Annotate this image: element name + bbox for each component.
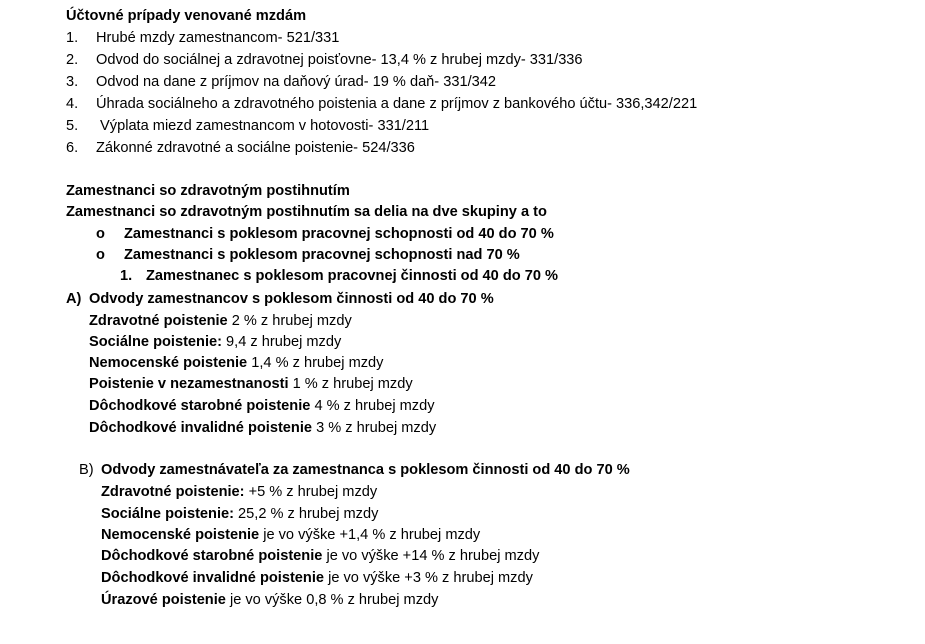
- item-label: Dôchodkové starobné poistenie: [101, 548, 323, 564]
- list-item: [66, 116, 429, 136]
- list-item: [101, 568, 533, 588]
- item-value: 1 % z hrubej mzdy: [288, 376, 413, 392]
- section2-subtitle: Zamestnanci so zdravotným postihnutím sa delia na dve skupiny a to: [66, 204, 547, 220]
- item-label: Dôchodkové invalidné poistenie: [101, 570, 325, 586]
- list-number: 2.: [66, 52, 79, 68]
- item-value: 9,4 z hrubej mzdy: [222, 334, 342, 350]
- item-label: Zdravotné poistenie:: [101, 484, 245, 500]
- list-number: 6.: [66, 140, 79, 156]
- item-label: Dôchodkové invalidné poistenie: [89, 420, 313, 436]
- item-value: 1,4 % z hrubej mzdy: [247, 355, 384, 371]
- sectionA-heading: [66, 289, 494, 309]
- list-text: Odvod do sociálnej a zdravotnej poisťovne- 13,4 % z hrubej mzdy- 331/336: [96, 52, 583, 68]
- sectionB-title: Odvody zamestnávateľa za zamestnanca s poklesom činnosti od 40 do 70 %: [101, 462, 630, 478]
- list-item: [89, 418, 436, 438]
- bullet-marker: o: [96, 226, 105, 242]
- list-number: 5.: [66, 118, 79, 134]
- item-value: +5 % z hrubej mzdy: [244, 484, 378, 500]
- list-item: [66, 94, 697, 114]
- item-label: Nemocenské poistenie: [101, 527, 260, 543]
- item-label: Dôchodkové starobné poistenie: [89, 398, 311, 414]
- item-value: je vo výške 0,8 % z hrubej mzdy: [225, 592, 439, 608]
- item-label: Sociálne poistenie:: [101, 506, 234, 522]
- list-text: Zamestnanec s poklesom pracovnej činnosti od 40 do 70 %: [146, 268, 558, 284]
- list-item: [89, 396, 435, 416]
- list-item: [66, 72, 496, 92]
- list-number: 1.: [120, 268, 133, 284]
- sectionA-title: Odvody zamestnancov s poklesom činnosti od 40 do 70 %: [89, 291, 494, 307]
- list-item: [101, 525, 480, 545]
- sectionA-marker: A): [66, 291, 82, 307]
- item-label: Nemocenské poistenie: [89, 355, 248, 371]
- list-item: [101, 546, 539, 566]
- bullet-marker: o: [96, 247, 105, 263]
- numbered-item: [120, 266, 558, 286]
- list-item: [101, 590, 438, 610]
- list-text: Výplata miezd zamestnancom v hotovosti- 331/211: [96, 118, 430, 134]
- bullet-item: [96, 224, 554, 244]
- item-value: 4 % z hrubej mzdy: [310, 398, 435, 414]
- list-number: 3.: [66, 74, 79, 90]
- item-value: je vo výške +1,4 % z hrubej mzdy: [259, 527, 481, 543]
- list-item: [66, 138, 415, 158]
- list-item: [89, 353, 383, 373]
- list-item: [101, 482, 377, 502]
- list-text: Hrubé mzdy zamestnancom- 521/331: [96, 30, 340, 46]
- item-value: je vo výške +3 % z hrubej mzdy: [324, 570, 533, 586]
- item-label: Sociálne poistenie:: [89, 334, 222, 350]
- sectionB-heading: [79, 460, 630, 480]
- sectionB-marker: B): [79, 462, 94, 478]
- section1-title: Účtovné prípady venované mzdám: [66, 8, 307, 24]
- list-number: 1.: [66, 30, 79, 46]
- item-label: Úrazové poistenie: [101, 592, 226, 608]
- list-item: [101, 504, 378, 524]
- list-text: Odvod na dane z príjmov na daňový úrad- 19 % daň- 331/342: [96, 74, 496, 90]
- list-text: Úhrada sociálneho a zdravotného poistenia a dane z príjmov z bankového účtu- 336,342/221: [96, 96, 698, 112]
- list-item: [89, 311, 352, 331]
- section2-title: Zamestnanci so zdravotným postihnutím: [66, 183, 350, 199]
- list-item: [89, 332, 341, 352]
- item-value: 3 % z hrubej mzdy: [312, 420, 437, 436]
- item-label: Zdravotné poistenie: [89, 313, 228, 329]
- item-value: 25,2 % z hrubej mzdy: [234, 506, 379, 522]
- item-label: Poistenie v nezamestnanosti: [89, 376, 289, 392]
- list-text: Zákonné zdravotné a sociálne poistenie- 524/336: [96, 140, 415, 156]
- list-item: [66, 28, 339, 48]
- list-item: [89, 374, 413, 394]
- bullet-text: Zamestnanci s poklesom pracovnej schopnosti nad 70 %: [124, 247, 520, 263]
- bullet-item: [96, 245, 520, 265]
- bullet-text: Zamestnanci s poklesom pracovnej schopnosti od 40 do 70 %: [124, 226, 554, 242]
- item-value: 2 % z hrubej mzdy: [227, 313, 352, 329]
- item-value: je vo výške +14 % z hrubej mzdy: [322, 548, 540, 564]
- list-item: [66, 50, 583, 70]
- list-number: 4.: [66, 96, 79, 112]
